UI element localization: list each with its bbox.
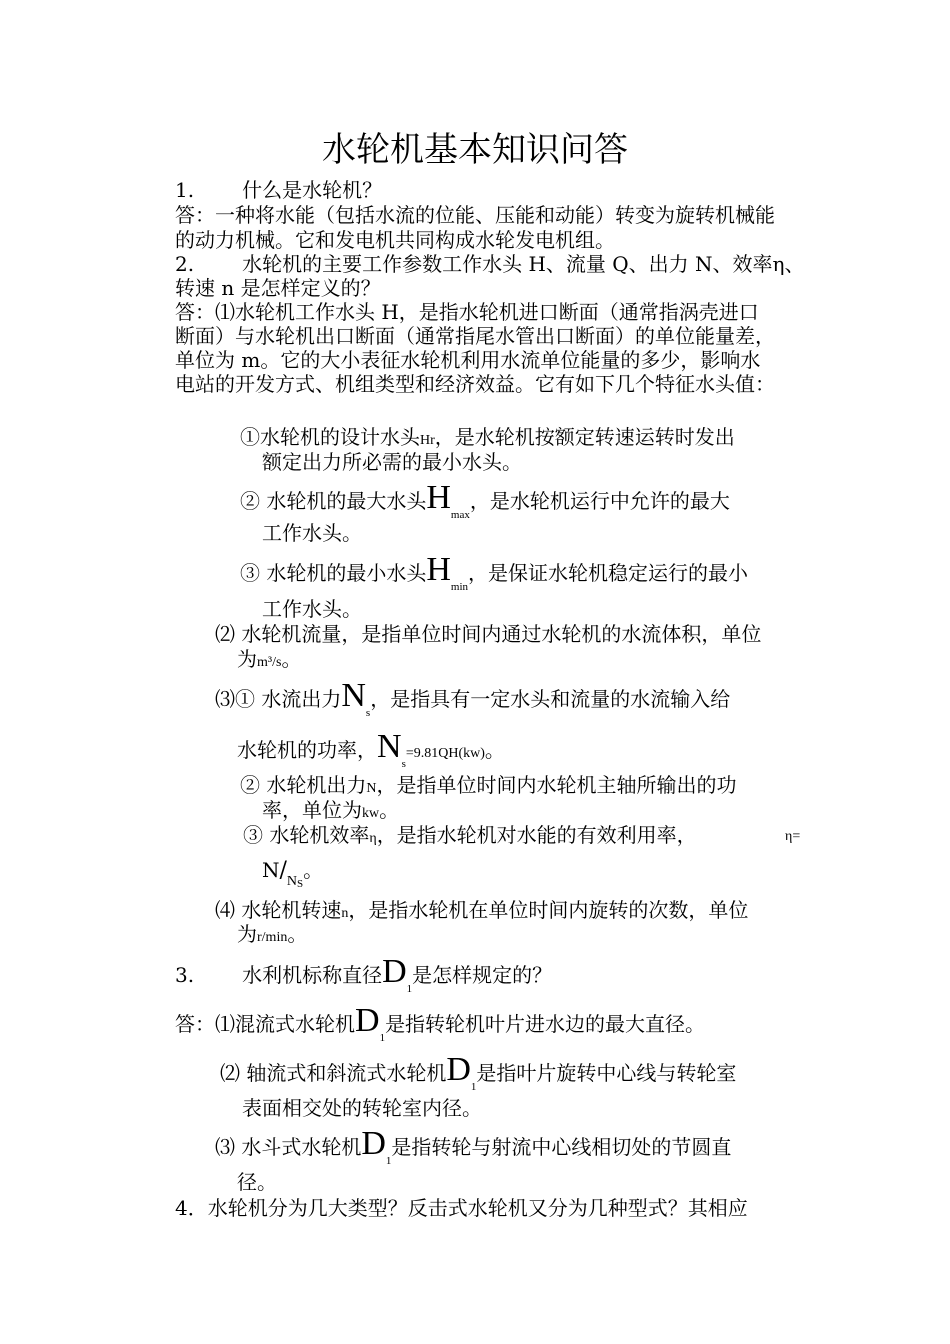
- answer-3-line-2b: 表面相交处的转轮室内径。: [242, 1096, 482, 1120]
- min-head-line: ③ 水轮机的最小水头$H_{min}$，是保证水轮机稳定运行的最小: [240, 551, 749, 593]
- question-number: 1.: [175, 178, 195, 202]
- question-2-line-2: 转速 n 是怎样定义的？: [175, 276, 381, 300]
- answer-3-line-3b: 径。: [237, 1170, 277, 1194]
- answer-3-line-2: ⑵ 轴流式和斜流式水轮机$D_1$是指叶片旋转中心线与转轮室: [220, 1051, 737, 1093]
- answer-3-line-1: 答：⑴混流式水轮机$D_1$是指转轮机叶片进水边的最大直径。: [175, 1002, 706, 1044]
- question-4: 4．水轮机分为几大类型？反击式水轮机又分为几种型式？其相应: [175, 1196, 748, 1220]
- efficiency-line: ③ 水轮机效率η，是指水轮机对水能的有效利用率，: [243, 823, 697, 847]
- speed-unit: r/min: [257, 930, 288, 945]
- power-formula: =9.81QH(kw): [405, 746, 485, 761]
- answer-3-line-3: ⑶ 水斗式水轮机$D_1$是指转轮与射流中心线相切处的节圆直: [215, 1125, 732, 1167]
- question-2: [175, 252, 805, 276]
- water-power-symbol: N: [341, 677, 366, 714]
- design-head-symbol: Hr: [420, 433, 435, 448]
- design-head-line-2: 额定出力所必需的最小水头。: [262, 450, 522, 474]
- max-head-symbol: H: [426, 479, 451, 516]
- answer-2-line-1: 答：⑴水轮机工作水头 H，是指水轮机进口断面（通常指涡壳进口: [175, 300, 759, 324]
- answer-2-line-3: 单位为 m。它的大小表征水轮机利用水流单位能量的多少，影响水: [175, 348, 761, 372]
- answer-1-line-1: 答：一种将水能（包括水流的位能、压能和动能）转变为旋转机械能: [175, 203, 775, 227]
- min-head-line-2: 工作水头。: [262, 597, 362, 621]
- speed-line: ⑷ 水轮机转速n，是指水轮机在单位时间内旋转的次数，单位: [215, 898, 749, 922]
- max-head-line-2: 工作水头。: [262, 521, 362, 545]
- max-head-line: ② 水轮机的最大水头$H_{max}$，是水轮机运行中允许的最大: [240, 479, 730, 521]
- question-3: 3. 水利机标称直径$D_1$是怎样规定的？: [175, 953, 553, 995]
- flow-line: ⑵ 水轮机流量，是指单位时间内通过水轮机的水流体积，单位: [215, 622, 762, 646]
- page-title: 水轮机基本知识问答: [322, 130, 628, 170]
- turbine-output-line: ② 水轮机出力N，是指单位时间内水轮机主轴所输出的功: [240, 773, 737, 797]
- question-1: [175, 178, 382, 202]
- design-head-line: ①水轮机的设计水头Hr，是水轮机按额定转速运转时发出: [240, 425, 735, 449]
- answer-2-line-4: 电站的开发方式、机组类型和经济效益。它有如下几个特征水头值：: [175, 372, 775, 396]
- answer-2-line-2: 断面）与水轮机出口断面（通常指尾水管出口断面）的单位能量差，: [175, 324, 775, 348]
- question-text: 水轮机的主要工作参数工作水头 H、流量 Q、出力 N、效率η、: [242, 252, 805, 276]
- efficiency-equals: η=: [785, 829, 801, 844]
- water-power-formula-line: 水轮机的功率，$N_s=9.81QH(kw)$。: [237, 728, 505, 770]
- turbine-output-line-2: 率，单位为kw。: [262, 798, 400, 822]
- question-text: 什么是水轮机？: [242, 178, 383, 202]
- flow-unit: m³/s: [257, 655, 282, 670]
- flow-line-2: 为m³/s。: [237, 647, 302, 671]
- efficiency-fraction: $N/_{NS}$。: [262, 858, 324, 890]
- speed-line-2: 为r/min。: [237, 922, 308, 946]
- answer-1-line-2: 的动力机械。它和发电机共同构成水轮发电机组。: [175, 228, 615, 252]
- output-unit: kw: [362, 806, 380, 821]
- water-power-line: ⑶① 水流出力$N_s$，是指具有一定水头和流量的水流输入给: [215, 677, 731, 719]
- min-head-symbol: H: [426, 551, 451, 588]
- question-number: 2.: [175, 252, 195, 276]
